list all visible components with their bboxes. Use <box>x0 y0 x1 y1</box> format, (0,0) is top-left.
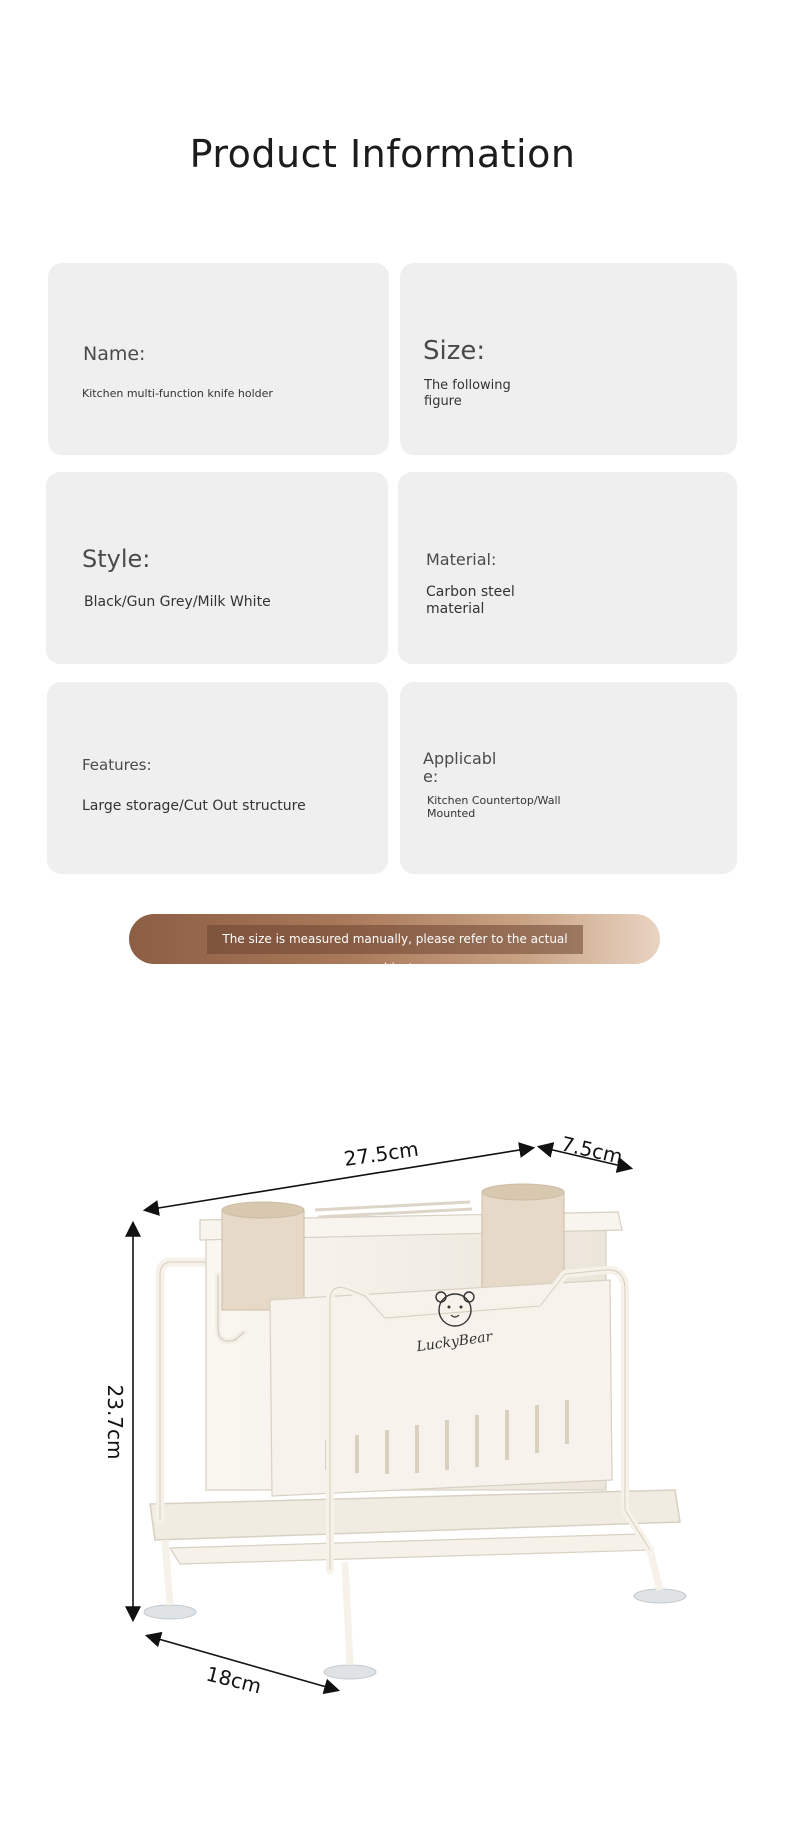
right-cup-rim <box>482 1184 564 1200</box>
info-card-material <box>398 472 737 664</box>
card-label: Style: <box>82 545 151 573</box>
card-value-line: material <box>426 600 485 617</box>
card-label: Features: <box>82 756 152 774</box>
card-label: Name: <box>83 343 146 365</box>
card-value-line: The following <box>424 378 511 393</box>
card-label: Material: <box>426 550 497 569</box>
card-value: Large storage/Cut Out structure <box>82 798 306 814</box>
info-card-features <box>47 682 388 874</box>
product-figure <box>0 1100 790 1819</box>
page-title: Product Information <box>189 132 576 176</box>
base-tray <box>150 1490 680 1540</box>
card-value: Kitchen multi-function knife holder <box>82 387 273 400</box>
card-value-line: Mounted <box>427 807 476 821</box>
card-value-line: Kitchen Countertop/Wall <box>427 794 561 807</box>
depth-bottom-dimension-label: 18cm <box>203 1661 264 1699</box>
measurement-note-text: The size is measured manually, please refer to the actual object <box>222 932 568 975</box>
left-utensil-cup <box>222 1210 304 1310</box>
card-value <box>424 378 511 409</box>
card-value: Black/Gun Grey/Milk White <box>84 594 271 610</box>
card-label-line: Applicabl <box>423 749 497 768</box>
card-label <box>423 750 496 787</box>
left-cup-rim <box>222 1202 304 1218</box>
brand-name: LuckyBear <box>415 1328 494 1356</box>
width-dimension-line <box>146 1148 532 1210</box>
info-card-style <box>46 472 388 664</box>
card-value <box>426 584 515 618</box>
info-card-size <box>400 263 737 455</box>
drip-tray <box>170 1534 650 1564</box>
card-value <box>427 794 561 820</box>
measurement-note-bar <box>129 914 660 975</box>
card-label: Size: <box>423 336 486 366</box>
info-card-name <box>48 263 389 455</box>
card-value-line: Carbon steel <box>426 584 515 600</box>
height-dimension-label: 23.7cm <box>103 1384 127 1460</box>
knife-holder-illustration <box>0 1100 790 1819</box>
measurement-note-box <box>207 925 583 975</box>
width-dimension-label: 27.5cm <box>342 1136 420 1171</box>
card-value-line: figure <box>424 393 462 409</box>
card-label-line: e: <box>423 767 439 787</box>
info-card-applicable <box>400 682 737 874</box>
depth-top-dimension-label: 7.5cm <box>558 1131 625 1169</box>
right-utensil-cup <box>482 1192 564 1292</box>
